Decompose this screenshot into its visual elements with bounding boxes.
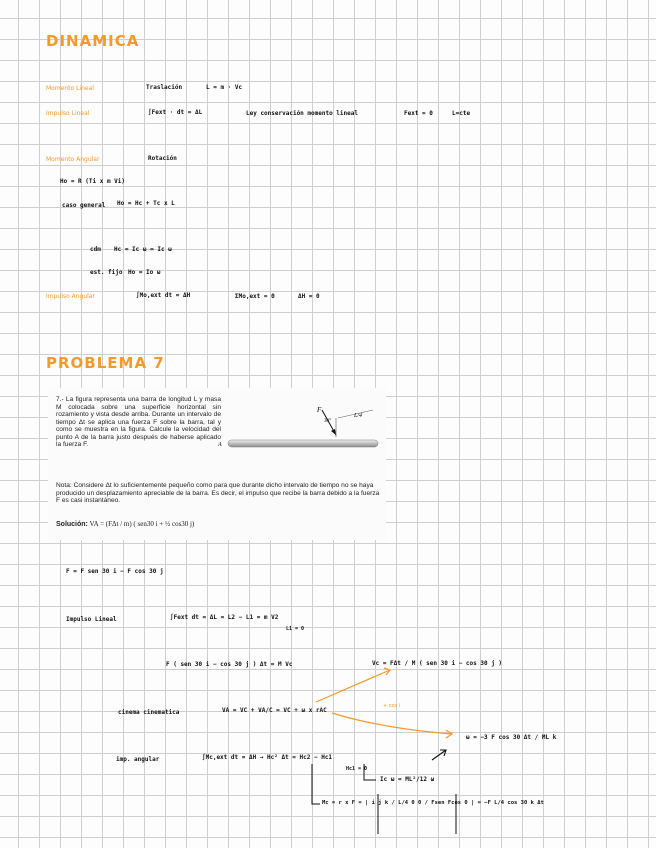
omega-result: ω = −3 F cos 30 Δt / ML k <box>466 734 557 741</box>
force-components: F = F sen 30 i − F cos 30 j <box>66 568 164 575</box>
conservacion-note: Ley conservación momento lineal <box>246 110 358 117</box>
impulso-angular-label: Impulso Angular <box>46 293 95 300</box>
impulso-lineal-label: Impulso Lineal <box>46 110 90 117</box>
impulso-lineal-step: ∫Fext dt = ΔL = L2 − L1 = m V2 <box>170 614 279 621</box>
velocity-center-result: Vc = FΔt / M ( sen 30 i − cos 30 j ) <box>372 660 503 667</box>
solution-label: Solución: <box>56 521 88 528</box>
force-label: F <box>317 406 322 414</box>
bracket-arrow-lower <box>312 764 320 804</box>
cinematica-formula: VA = VC + VA/C = VC + ω x rAC <box>222 707 327 714</box>
orange-arrow-up <box>316 670 390 702</box>
problem-title: PROBLEMA 7 <box>46 354 165 372</box>
caso-general-formula: Ho = Hc + Tc x L <box>117 200 175 207</box>
momento-lineal-formula: L = m · Vc <box>206 84 243 91</box>
page-title: DINAMICA <box>46 32 140 50</box>
fijo-formula: Ho = Io ω <box>128 269 161 276</box>
impulso-angular-step-label: imp. angular <box>116 756 160 763</box>
cdm-formula: Hc = Ic ω = Ic ω <box>114 246 172 253</box>
impulso-angular-cond: ΣMo,ext = 0 <box>235 293 275 300</box>
orange-arrow-right <box>332 713 452 734</box>
caso-general-label: caso general <box>62 202 106 209</box>
solution-formula: VA = (FΔt / m) ( sen30 i + ½ cos30 j) <box>89 520 195 528</box>
cinematica-note: + cos i <box>383 703 401 709</box>
fijo-label: est. fijo <box>90 269 123 276</box>
impulso-lineal-sub: L1 = 0 <box>286 626 305 632</box>
momento-angular-label: Momento Angular <box>46 156 100 163</box>
point-a-label: A <box>218 442 222 448</box>
impulso-lineal-formula: ∫Fext · dt = ΔL <box>148 109 203 116</box>
momento-lineal-label: Momento Lineal <box>46 85 94 92</box>
conservacion-result: L=cte <box>452 110 471 117</box>
angular-momentum-cdm: Ic ω = ML²/12 ω <box>380 776 435 783</box>
problem-note: Nota: Considere Δt lo suficientemente pequeño como para que durante dicho intervalo de tiempo no se haya producido un desplazamiento apreciable de la barra. Es decir, el impulso que recibe la barra debido a la fuerza F es casi instantáneo. <box>56 482 380 505</box>
bracket-arrow-upper <box>364 764 376 780</box>
momento-angular-type: Rotación <box>148 155 177 162</box>
angle-label: 30° <box>324 419 331 424</box>
conservacion-cond: Fext = 0 <box>404 110 433 117</box>
cdm-label: cdm <box>90 246 101 253</box>
impulso-angular-step: ∫Mc,ext dt = ΔH → Hc² Δt = Hc2 − Hc1 <box>202 754 333 761</box>
impulso-angular-result: ΔH = 0 <box>298 293 320 300</box>
momento-angular-def: Ho = R (Ti x m Vi) <box>60 178 126 185</box>
impulso-lineal-step-label: Impulso Lineal <box>66 616 117 623</box>
moment-determinant: Mc = r x F = | i j k / L/4 0 0 / Fsen Fcos 0 | = −F L/4 cos 30 k Δt <box>322 800 544 806</box>
problem-statement: 7.- La figura representa una barra de longitud L y masa M colocada sobre una superficie horizontal sin rozamiento y vista desde arriba. Durante un intervalo de tiempo Δt se aplica una fuerza F sobre la barra, tal y como se muestra en la figura. Calcule la velocidad del punto A de la barra justo después de haberse aplicado la fuerza F. <box>56 396 221 448</box>
impulso-angular-sub: Hc1 = 0 <box>346 766 368 772</box>
impulso-angular-formula: ∫Mo,ext dt = ΔH <box>136 292 191 299</box>
quarter-length-label: L/4 <box>354 413 363 419</box>
impulso-lineal-expansion: F ( sen 30 i − cos 30 j ) Δt = M Vc <box>166 661 293 668</box>
momento-lineal-type: Traslación <box>146 84 183 91</box>
cinematica-label: cinema cinematica <box>118 709 180 716</box>
